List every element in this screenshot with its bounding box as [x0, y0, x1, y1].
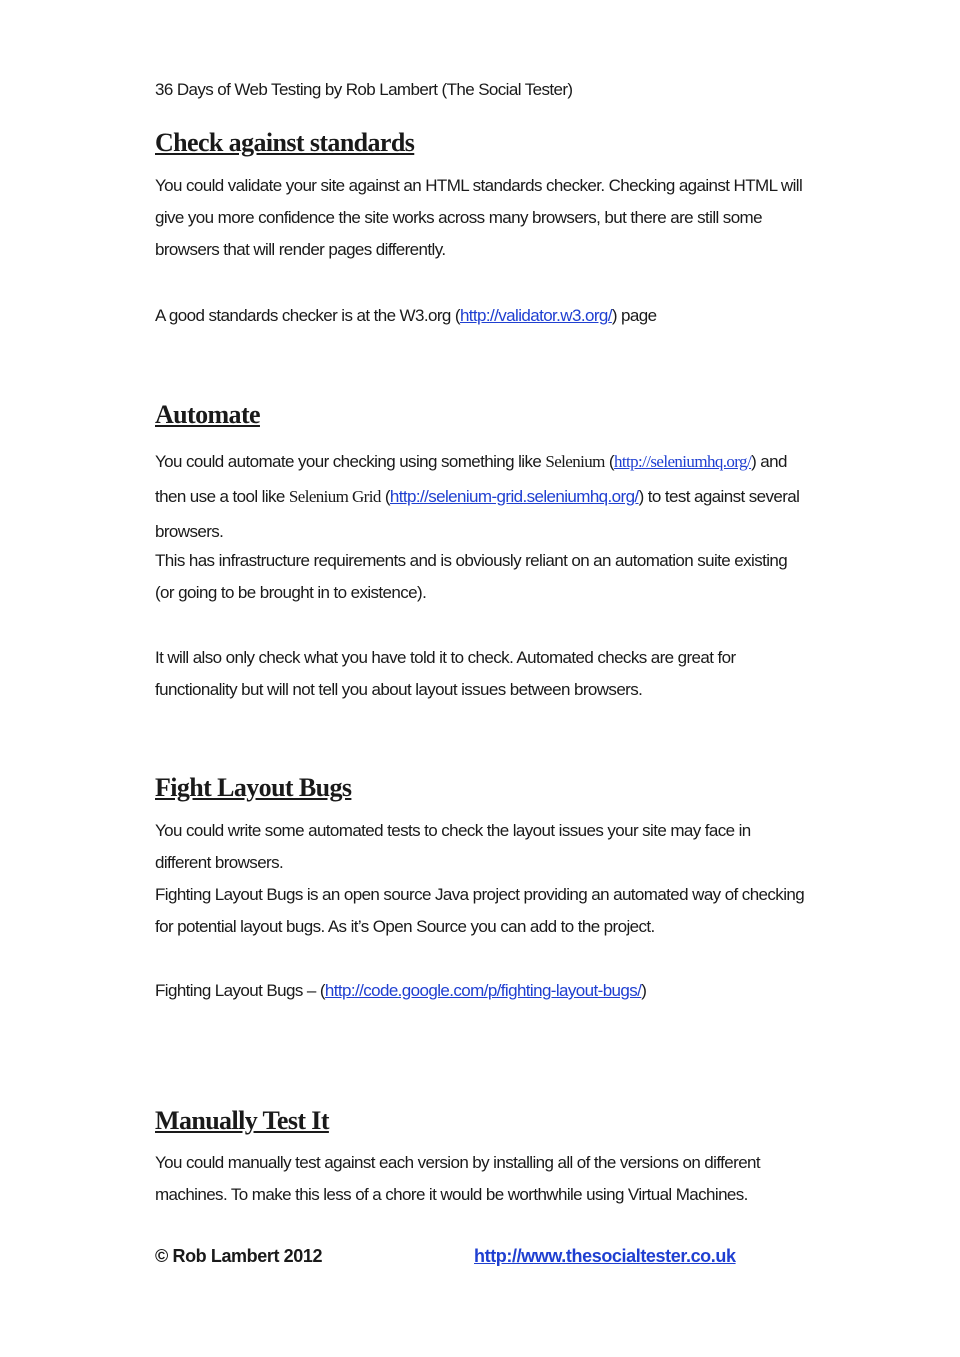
footer-copyright: © Rob Lambert 2012	[155, 1246, 323, 1266]
paragraph-fight-1: You could write some automated tests to check the layout issues your site may face in different browsers.	[155, 821, 751, 872]
paragraph-automate-1: You could automate your checking using something like Selenium (http://seleniumhq.org/) and then use a tool like Selenium Grid (http://selenium-grid.seleniumhq.org/) to test against several browsers.	[155, 452, 800, 541]
section-heading-fight-layout-bugs: Fight Layout Bugs	[155, 773, 352, 802]
paragraph-fight-3: Fighting Layout Bugs – (http://code.google.com/p/fighting-layout-bugs/)	[155, 981, 647, 1000]
paragraph-check-2: A good standards checker is at the W3.org (http://validator.w3.org/) page	[155, 306, 657, 325]
section-heading-automate: Automate	[155, 400, 260, 429]
validator-link[interactable]: http://validator.w3.org/	[459, 306, 612, 325]
footer-link-wrapper	[474, 1246, 736, 1267]
footer-site-link[interactable]: http://www.thesocialtester.co.uk	[474, 1246, 736, 1266]
section-heading-manually-test: Manually Test It	[155, 1106, 329, 1135]
fighting-layout-bugs-link[interactable]: http://code.google.com/p/fighting-layout-bugs/	[324, 981, 642, 1000]
paragraph-automate-3: It will also only check what you have told it to check. Automated checks are great for functionality but will not tell you about layout issues between browsers.	[155, 648, 736, 699]
seleniumhq-link[interactable]: http://seleniumhq.org/	[613, 452, 752, 471]
paragraph-fight-2: Fighting Layout Bugs is an open source Java project providing an automated way of checking for potential layout bugs. As it’s Open Source you can add to the project.	[155, 885, 805, 936]
running-header: 36 Days of Web Testing by Rob Lambert (The Social Tester)	[155, 80, 573, 99]
paragraph-check-1: You could validate your site against an HTML standards checker. Checking against HTML will give you more confidence the site works across many browsers, but there are still some browsers that will render pages differently.	[155, 176, 803, 259]
paragraph-manual-1: You could manually test against each version by installing all of the versions on different machines. To make this less of a chore it would be worthwhile using Virtual Machines.	[155, 1153, 761, 1204]
section-heading-check-standards: Check against standards	[155, 128, 415, 157]
paragraph-automate-2: This has infrastructure requirements and is obviously reliant on an automation suite existing (or going to be brought in to existence).	[155, 551, 788, 602]
selenium-grid-link[interactable]: http://selenium-grid.seleniumhq.org/	[389, 487, 639, 506]
